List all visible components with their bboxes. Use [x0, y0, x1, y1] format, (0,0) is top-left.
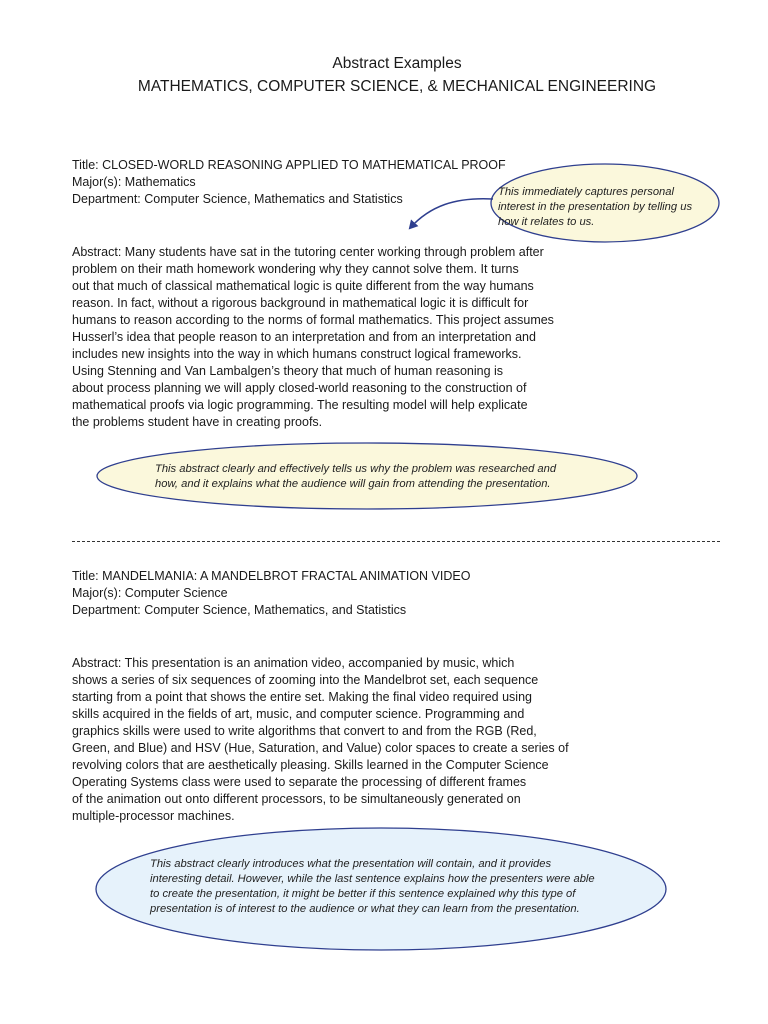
example1-abstract [72, 244, 554, 431]
abstract-line: shows a series of six sequences of zooming into the Mandelbrot set, each sequence [72, 673, 539, 687]
callout-middle-note [155, 460, 615, 494]
abstract-line: Husserl’s idea that people reason to an interpretation and from an interpretation and [72, 330, 536, 344]
example1-title: Title: CLOSED-WORLD REASONING APPLIED TO MATHEMATICAL PROOF [72, 158, 506, 172]
abstract-line: Abstract: This presentation is an animation video, accompanied by music, which [72, 656, 515, 670]
abstract-line: skills acquired in the fields of art, music, and computer science. Programming and [72, 707, 525, 721]
abstract-line: Operating Systems class were used to separate the processing of different frames [72, 775, 527, 789]
callout-line: This immediately captures personal [498, 185, 674, 198]
abstract-line: humans to reason according to the norms of formal mathematics. This project assumes [72, 313, 554, 327]
abstract-line: of the animation out onto different processors, to be simultaneously generated on [72, 792, 521, 806]
abstract-line: starting from a point that shows the entire set. Making the final video required using [72, 690, 532, 704]
abstract-line: Using Stenning and Van Lambalgen’s theory that much of human reasoning is [72, 364, 504, 378]
example1-department: Department: Computer Science, Mathematics and Statistics [72, 192, 403, 206]
abstract-line: out that much of classical mathematical logic is quite different from the way humans [72, 279, 534, 293]
callout-line: This abstract clearly and effectively tells us why the problem was researched and [155, 463, 557, 475]
example2-header [72, 568, 470, 619]
callout-line: presentation is of interest to the audience or what they can learn from the presentation. [150, 903, 580, 915]
example2-title: Title: MANDELMANIA: A MANDELBROT FRACTAL ANIMATION VIDEO [72, 569, 471, 583]
abstract-line: includes new insights into the way in which humans construct logical frameworks. [72, 347, 522, 361]
callout-line: This abstract clearly introduces what the presentation will contain, and it provides [150, 858, 552, 870]
abstract-line: mathematical proofs via logic programming. The resulting model will help explicate [72, 398, 528, 412]
callout-line: how, and it explains what the audience will gain from attending the presentation. [155, 478, 551, 490]
abstract-line: Abstract: Many students have sat in the tutoring center working through problem after [72, 245, 544, 259]
abstract-line: multiple-processor machines. [72, 809, 235, 823]
abstract-line: graphics skills were used to write algorithms that convert to and from the RGB (Red, [72, 724, 537, 738]
callout-line: how it relates to us. [498, 215, 595, 228]
callout-bottom-note [150, 855, 630, 919]
abstract-line: problem on their math homework wondering why they cannot solve them. It turns [72, 262, 519, 276]
abstract-line: reason. In fact, without a rigorous background in mathematical logic it is difficult for [72, 296, 529, 310]
abstract-line: Green, and Blue) and HSV (Hue, Saturation, and Value) color spaces to create a series of [72, 741, 569, 755]
example1-header [72, 157, 506, 208]
callout-line: interesting detail. However, while the last sentence explains how the presenters were able [150, 873, 595, 885]
abstract-line: the problems student have in creating proofs. [72, 415, 323, 429]
callout-line: to create the presentation, it might be better if this sentence explained why this type of [150, 888, 576, 900]
callout-line: interest in the presentation by telling us [498, 200, 693, 213]
example1-majors: Major(s): Mathematics [72, 175, 196, 189]
example2-department: Department: Computer Science, Mathematics, and Statistics [72, 603, 407, 617]
page-subtitle: MATHEMATICS, COMPUTER SCIENCE, & MECHANICAL ENGINEERING [137, 78, 657, 95]
abstract-line: about process planning we will apply closed-world reasoning to the construction of [72, 381, 527, 395]
example2-majors: Major(s): Computer Science [72, 586, 228, 600]
page-title: Abstract Examples [332, 55, 462, 72]
callout-top-note [498, 177, 718, 237]
example2-abstract [72, 655, 569, 825]
section-divider [72, 541, 720, 542]
abstract-line: revolving colors that are aesthetically pleasing. Skills learned in the Computer Science [72, 758, 549, 772]
